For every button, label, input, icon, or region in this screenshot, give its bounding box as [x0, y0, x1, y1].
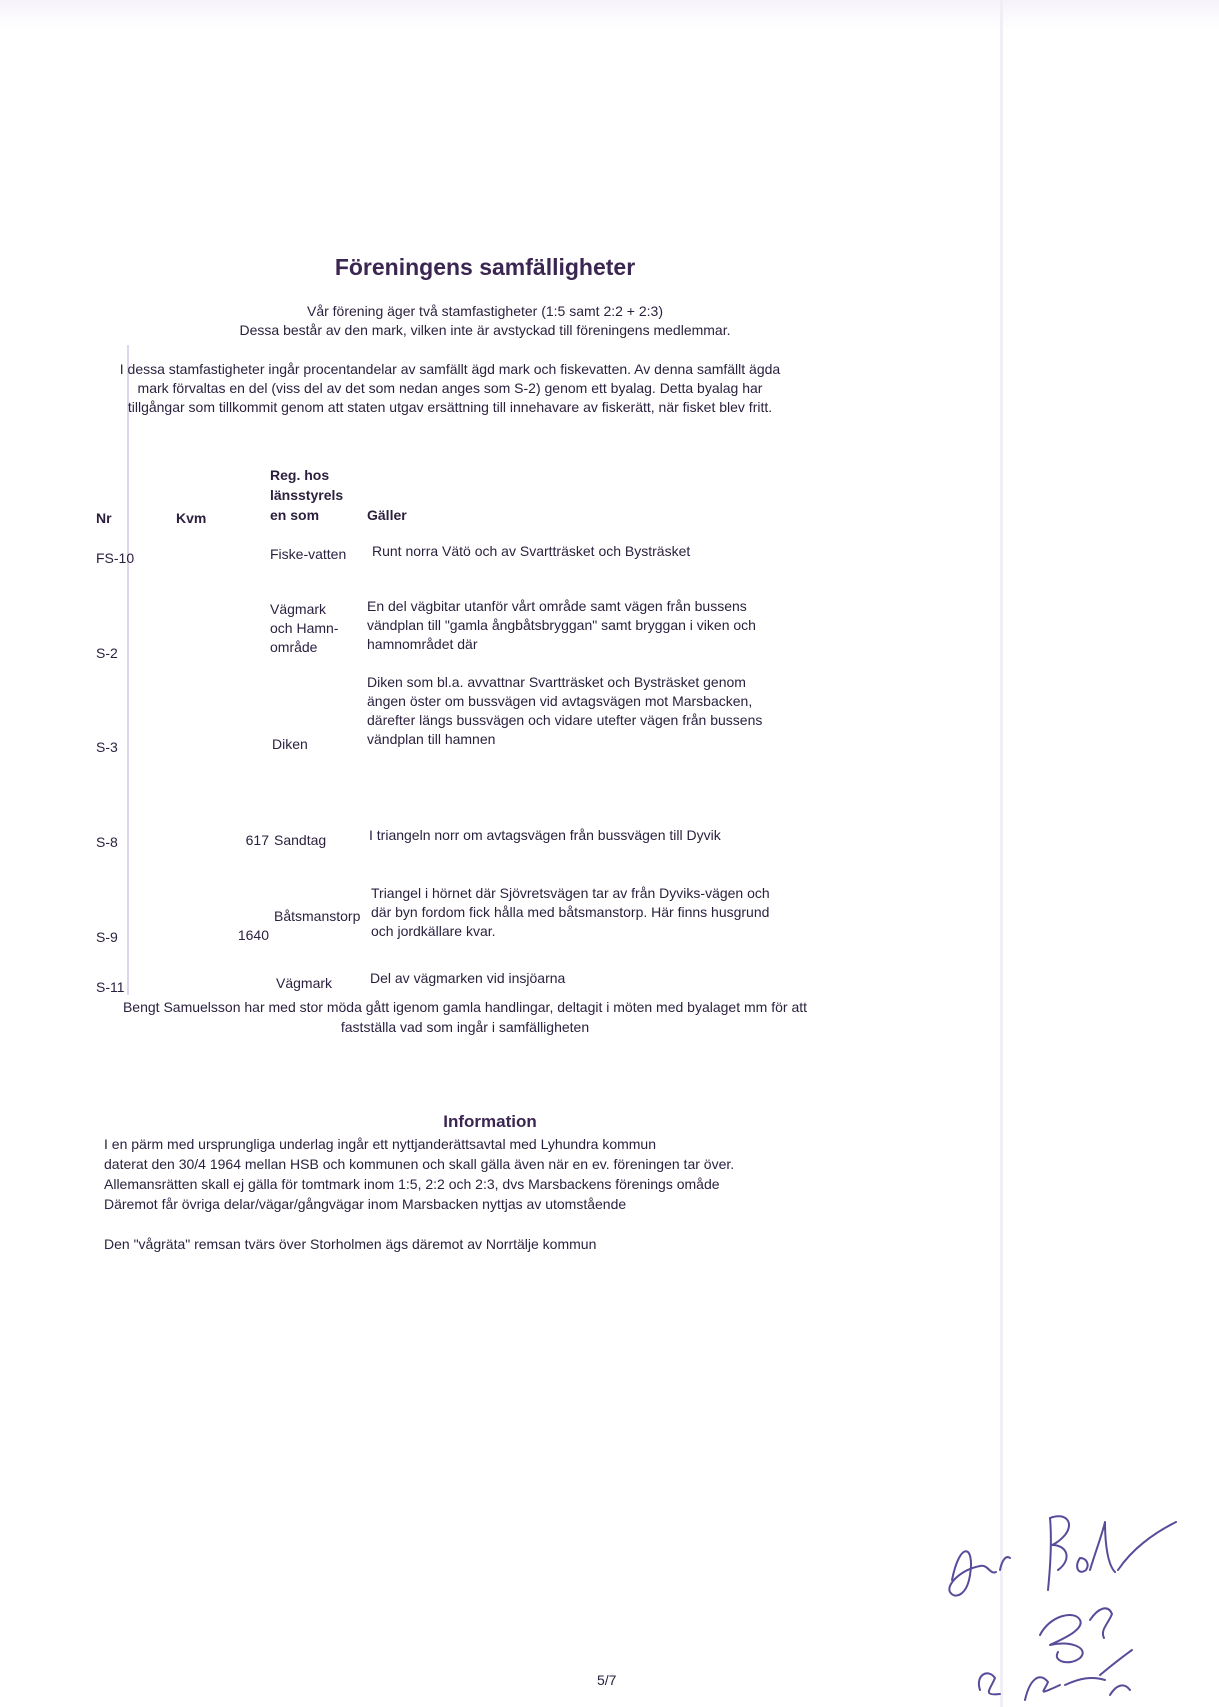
table-row-kvm: 1640: [237, 927, 269, 943]
table-row-reg: Båtsmanstorp: [274, 908, 361, 924]
table-row-reg: Fiske-vatten: [270, 546, 347, 562]
scan-top-edge: [0, 0, 1219, 30]
table-row-galler: I triangeln norr om avtagsvägen från bussvägen till Dyvik: [369, 827, 721, 843]
table-row-nr: FS-10: [96, 550, 135, 566]
table-row-galler: Del av vägmarken vid insjöarna: [370, 970, 566, 986]
table-row-galler: Diken som bl.a. avvattnar Svartträsket och Bysträsket genom ängen öster om bussvägen vid avtagsvägen mot Marsbacken, därefter längs bussvägen och vidare utefter vägen från bussens vändplan till hamnen: [367, 674, 763, 747]
header-reg-line-2: länsstyrels: [270, 487, 344, 503]
information-text: [104, 1134, 884, 1214]
table-row-nr: S-9: [96, 929, 118, 945]
header-galler: Gäller: [367, 507, 407, 523]
information-line: Däremot får övriga delar/vägar/gångvägar inom Marsbacken nyttjas av utomstående: [104, 1196, 627, 1212]
table-row-nr: S-8: [96, 834, 118, 850]
information-line: I en pärm med ursprungliga underlag ingår ett nyttjanderättsavtal med Lyhundra kommun: [104, 1136, 657, 1152]
table-row-galler: En del vägbitar utanför vårt område samt vägen från bussens vändplan till "gamla ångbåtsbryggan" samt bryggan i viken och hamnområdet där: [367, 598, 756, 652]
header-reg-line-3: en som: [270, 507, 320, 523]
information-line: daterat den 30/4 1964 mellan HSB och kommunen och skall gälla även när en ev. föreningen tar över.: [104, 1156, 735, 1172]
note-paragraph: Bengt Samuelsson har med stor möda gått igenom gamla handlingar, deltagit i möten med byalaget mm för att fastställa vad som ingår i samfälligheten: [122, 999, 808, 1035]
table-row-kvm: 617: [245, 832, 269, 848]
intro-line-2: Dessa består av den mark, vilken inte är avstyckad till föreningens medlemmar.: [239, 322, 731, 338]
information-last-line: Den "vågräta" remsan tvärs över Storholmen ägs däremot av Norrtälje kommun: [104, 1236, 597, 1252]
page-title: Föreningens samfälligheter: [334, 254, 636, 280]
table-row-nr: S-2: [96, 645, 118, 661]
header-nr: Nr: [96, 510, 112, 526]
table-row-galler: Triangel i hörnet där Sjövretsvägen tar av från Dyviks-vägen och där byn fordom fick hålla med båtsmanstorp. Här finns husgrund och jordkällare kvar.: [371, 885, 770, 939]
information-line: Allemansrätten skall ej gälla för tomtmark inom 1:5, 2:2 och 2:3, dvs Marsbackens förenings omåde: [104, 1176, 720, 1192]
table-row-reg: Vägmark: [276, 975, 333, 991]
intro-paragraph: I dessa stamfastigheter ingår procentandelar av samfällt ägd mark och fiskevatten. Av denna samfällt ägda mark förvaltas en del (viss del av det som nedan anges som S-2) genom ett byalag. Detta byalag har tillgångar som tillkommit genom att staten utgav ersättning till innehavare av fiskerätt, när fisket blev fritt.: [119, 361, 781, 415]
header-reg-line-1: Reg. hos: [270, 467, 330, 483]
table-row-reg: Vägmark och Hamn-område: [270, 601, 339, 655]
table-row-reg: Sandtag: [274, 832, 327, 848]
handwritten-signature: [940, 1500, 1219, 1707]
page-number: 5/7: [597, 1672, 617, 1688]
header-kvm: Kvm: [176, 510, 207, 526]
information-heading: Information: [443, 1112, 537, 1131]
scan-right-edge: [1000, 0, 1003, 1707]
table-row-nr: S-3: [96, 739, 118, 755]
table-row-reg: Diken: [272, 736, 308, 752]
table-row-galler: Runt norra Vätö och av Svartträsket och Bysträsket: [372, 543, 691, 559]
intro-line-1: Vår förening äger två stamfastigheter (1:5 samt 2:2 + 2:3): [306, 303, 663, 319]
table-row-nr: S-11: [96, 979, 125, 995]
scan-artifact-line: [127, 345, 129, 995]
